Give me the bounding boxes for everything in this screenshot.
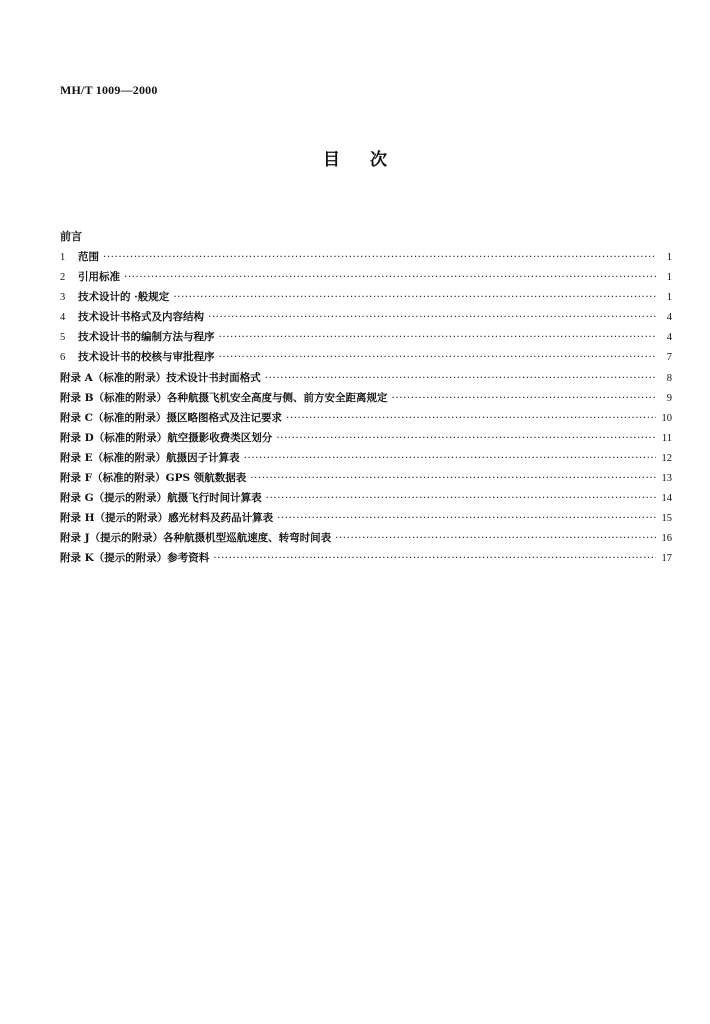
dot-leader <box>103 250 656 264</box>
toc-entry-page: 7 <box>666 352 672 364</box>
toc-entry-title: 附录 J（提示的附录）各种航摄机型巡航速度、转弯时间表 <box>60 532 332 545</box>
toc-entry-number: 1 <box>60 252 66 263</box>
dot-leader <box>213 551 656 565</box>
toc-entry-page: 1 <box>666 252 672 263</box>
toc-entry[interactable] <box>60 431 672 451</box>
dot-leader <box>265 371 656 385</box>
toc-entry-number: 3 <box>60 292 66 304</box>
toc-entry-page: 4 <box>666 332 672 344</box>
toc-entry-title: 技术设计书格式及内容结构 <box>78 311 204 324</box>
toc-entry[interactable] <box>60 371 672 391</box>
toc-entry[interactable] <box>60 471 672 491</box>
toc-entry-page: 9 <box>666 392 672 404</box>
toc-entry[interactable] <box>60 250 672 270</box>
table-of-contents <box>60 230 672 572</box>
toc-entry-page: 17 <box>661 553 672 565</box>
toc-entry-page: 8 <box>666 372 672 384</box>
toc-entry-page: 12 <box>661 452 672 464</box>
toc-entry-title: 技术设计的 ·般规定 <box>78 291 170 304</box>
dot-leader <box>219 330 657 344</box>
toc-entry-number: 6 <box>60 352 66 364</box>
toc-entries <box>60 250 672 572</box>
dot-leader <box>244 451 656 465</box>
toc-entry-number: 4 <box>60 312 66 324</box>
toc-entry-title: 附录 H（提示的附录）感光材料及药品计算表 <box>60 512 274 525</box>
toc-entry[interactable] <box>60 330 672 350</box>
toc-entry-title: 附录 C（标准的附录）摄区略图格式及注记要求 <box>60 411 283 424</box>
toc-entry-title: 引用标准 <box>78 271 120 284</box>
toc-entry[interactable] <box>60 451 672 471</box>
toc-entry-title: 范围 <box>78 251 99 263</box>
toc-entry-title: 附录 B（标准的附录）各种航摄飞机安全高度与侧、前方安全距离规定 <box>60 391 388 404</box>
toc-entry[interactable] <box>60 270 672 290</box>
toc-entry[interactable] <box>60 551 672 571</box>
toc-entry-title: 附录 A（标准的附录）技术设计书封面格式 <box>60 371 261 384</box>
toc-entry[interactable] <box>60 350 672 370</box>
dot-leader <box>219 350 657 364</box>
page-title <box>0 145 710 170</box>
dot-leader <box>335 531 656 545</box>
dot-leader <box>276 431 656 445</box>
toc-entry-page: 15 <box>661 513 672 525</box>
toc-entry-page: 4 <box>666 312 672 324</box>
toc-entry-title: 附录 E（标准的附录）航摄因子计算表 <box>60 451 240 464</box>
toc-entry-title: 技术设计书的校核与审批程序 <box>78 351 215 364</box>
toc-entry-title: 附录 K（提示的附录）参考资料 <box>60 552 210 565</box>
toc-entry-page: 11 <box>661 432 672 444</box>
toc-heading[interactable]: 前言 <box>60 230 82 243</box>
toc-entry[interactable] <box>60 531 672 551</box>
toc-entry[interactable] <box>60 391 672 411</box>
toc-entry[interactable] <box>60 310 672 330</box>
toc-entry-page: 1 <box>666 292 672 304</box>
toc-entry-title: 附录 F（标准的附录）GPS 领航数据表 <box>60 472 247 485</box>
toc-entry-page: 16 <box>661 533 672 545</box>
toc-entry-page: 1 <box>666 272 672 284</box>
toc-entry-page: 13 <box>661 473 672 485</box>
dot-leader <box>250 471 656 485</box>
dot-leader <box>286 411 656 425</box>
dot-leader <box>392 391 656 405</box>
toc-entry-number: 5 <box>60 332 66 344</box>
toc-entry-page: 14 <box>661 493 672 505</box>
dot-leader <box>277 511 656 525</box>
dot-leader <box>173 290 656 304</box>
toc-entry[interactable] <box>60 290 672 310</box>
toc-entry-title: 附录 D（标准的附录）航空摄影收费类区划分 <box>60 431 273 444</box>
toc-entry[interactable] <box>60 491 672 511</box>
toc-entry-number: 2 <box>60 272 66 284</box>
title-char-1: 目 <box>323 150 340 170</box>
dot-leader <box>266 491 656 505</box>
toc-entry[interactable] <box>60 411 672 431</box>
title-char-2: 次 <box>370 150 387 170</box>
toc-entry[interactable] <box>60 511 672 531</box>
dot-leader <box>208 310 656 324</box>
dot-leader <box>124 270 656 284</box>
standard-code: MH/T 1009—2000 <box>60 83 158 97</box>
toc-entry-title: 附录 G（提示的附录）航摄飞行时间计算表 <box>60 492 262 505</box>
toc-entry-page: 10 <box>661 412 672 424</box>
toc-entry-title: 技术设计书的编制方法与程序 <box>78 331 215 344</box>
